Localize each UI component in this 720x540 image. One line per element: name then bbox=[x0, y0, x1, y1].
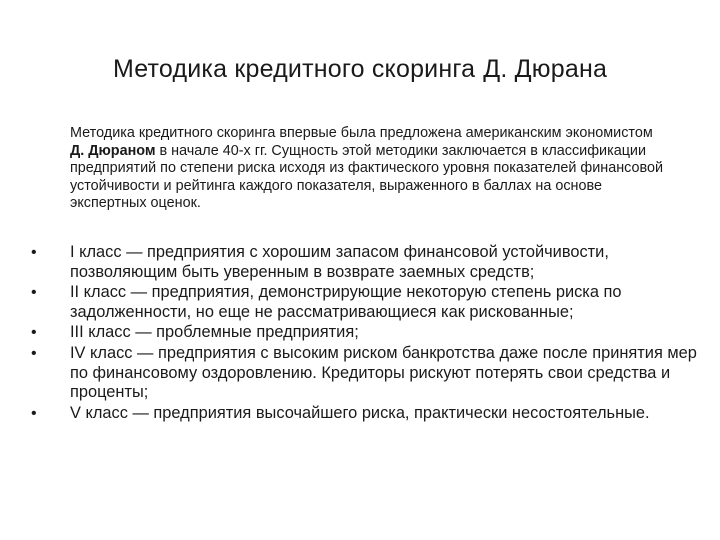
list-item-text: III класс — проблемные предприятия; bbox=[70, 323, 359, 342]
slide-title bbox=[0, 55, 720, 84]
bullet-icon: • bbox=[31, 284, 37, 302]
list-item bbox=[31, 343, 710, 403]
bullet-icon: • bbox=[31, 344, 37, 362]
list-item bbox=[31, 403, 710, 424]
intro-author-bold: Д. Дюраном bbox=[70, 142, 156, 159]
title-author: Д. Дюрана bbox=[483, 55, 608, 83]
list-item-text: V класс — предприятия высочайшего риска, практически несостоятельные. bbox=[70, 403, 650, 422]
list-item bbox=[31, 243, 710, 282]
intro-text-part1: Методика кредитного скоринга впервые была предложена американским экономистом bbox=[70, 125, 653, 141]
list-item bbox=[31, 323, 710, 343]
bullet-icon: • bbox=[31, 404, 37, 422]
list-item-text: I класс — предприятия с хорошим запасом финансовой устойчивости, позволяющим быть уверенным в возврате заемных средств; bbox=[70, 243, 609, 281]
intro-paragraph bbox=[70, 125, 670, 213]
class-list bbox=[31, 243, 710, 424]
intro-text-part2: в начале 40-х гг. Сущность этой методики заключается в классификации предприятий по степени риска исходя из фактического уровня показателей финансовой устойчивости и рейтинга каждого показателя, выраженного в баллах на основе экспертных оценок. bbox=[70, 142, 664, 212]
list-item-text: IV класс — предприятия с высоким риском банкротства даже после принятия мер по финансовому оздоровлению. Кредиторы рискуют потерять свои средства и проценты; bbox=[70, 343, 697, 402]
bullet-icon: • bbox=[31, 324, 37, 342]
list-item-text: II класс — предприятия, демонстрирующие некоторую степень риска по задолженности, но еще не рассматривающиеся как рискованные; bbox=[70, 283, 622, 321]
bullet-icon: • bbox=[31, 244, 37, 261]
list-item bbox=[31, 283, 710, 322]
title-text: Методика кредитного скоринга bbox=[112, 55, 476, 83]
